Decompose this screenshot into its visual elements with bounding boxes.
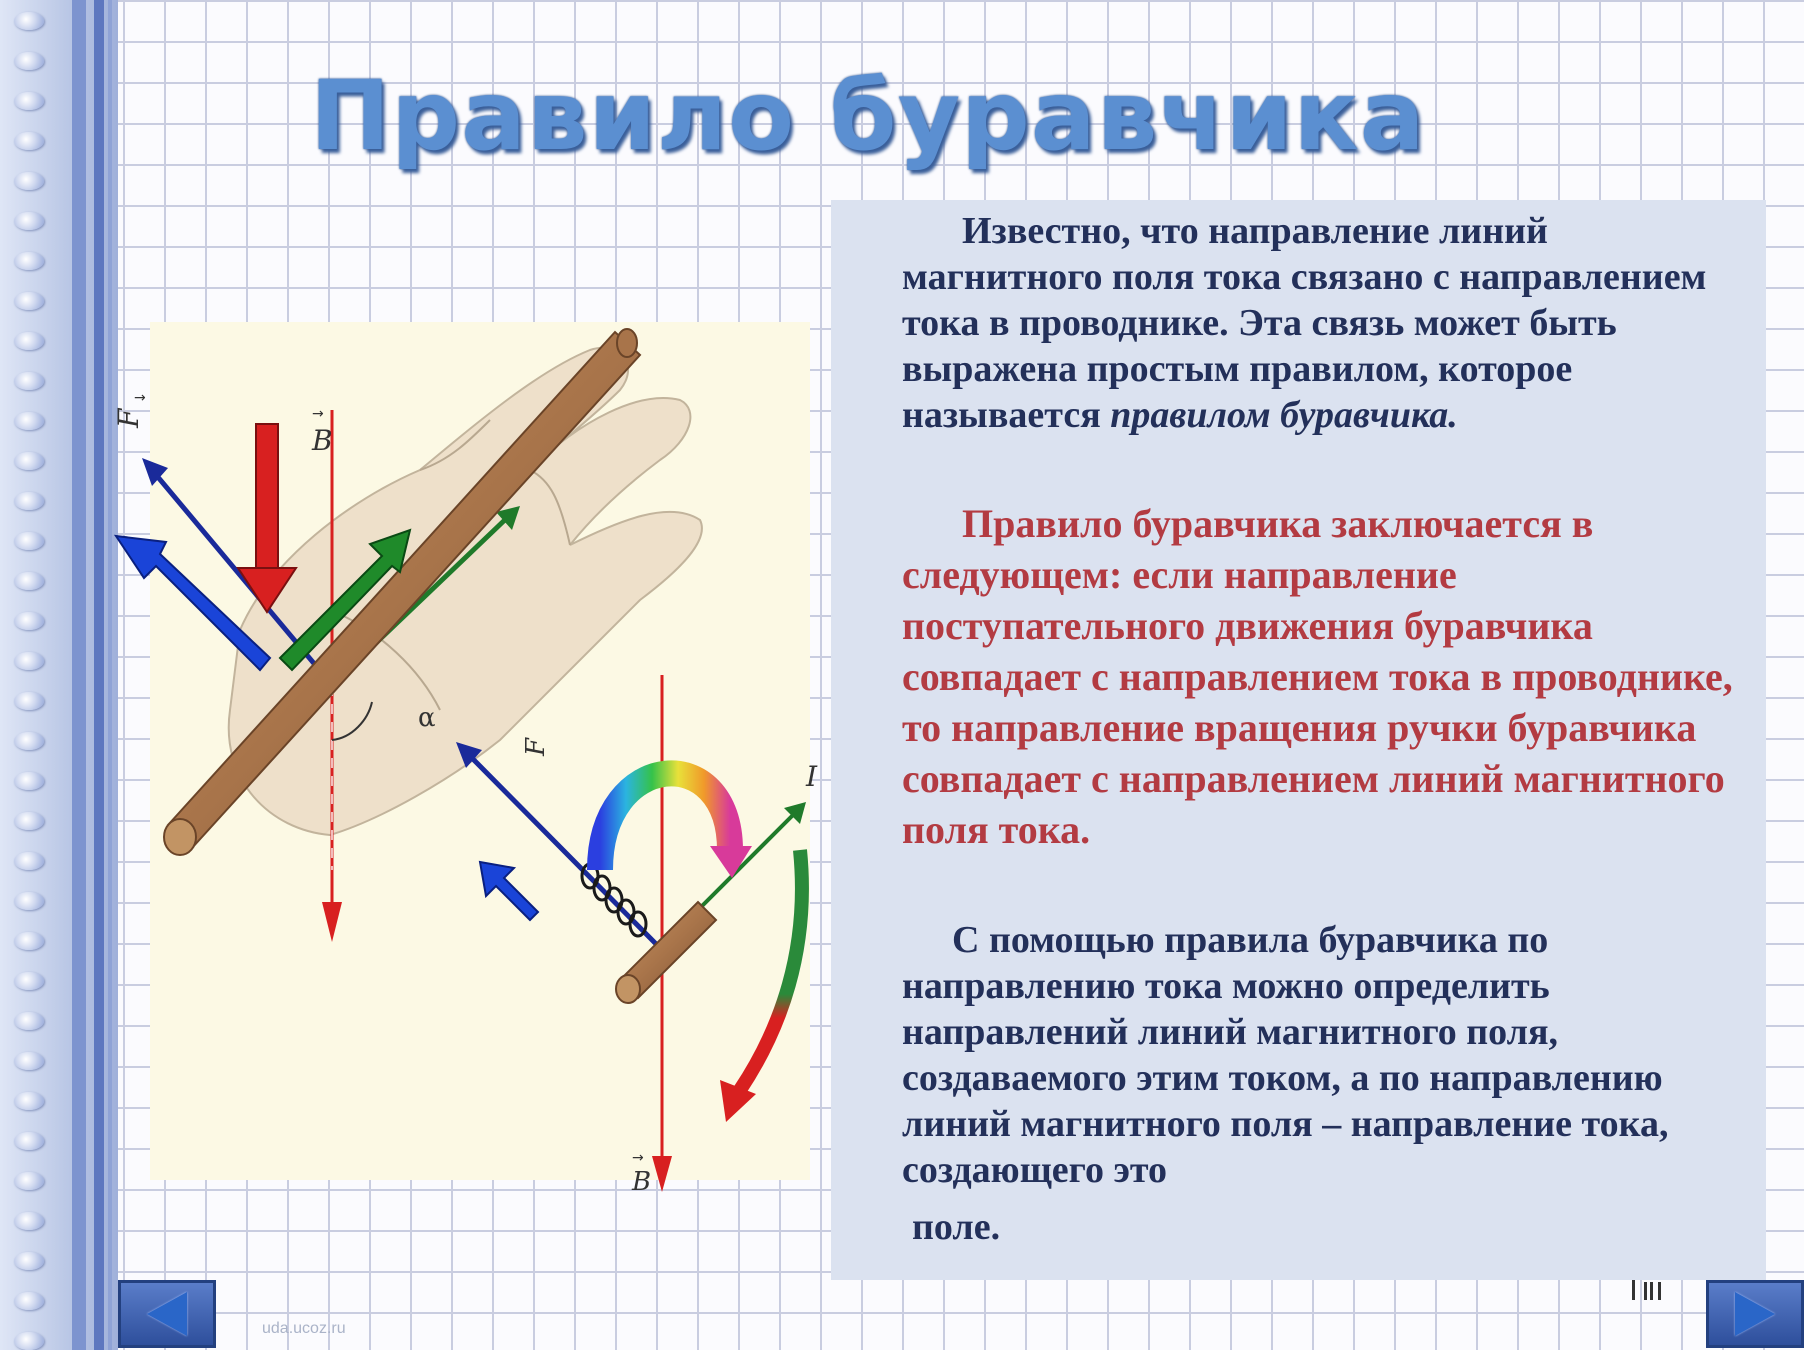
binding-ring — [14, 292, 44, 310]
binding-ring — [14, 492, 44, 510]
binding-ring — [14, 92, 44, 110]
binding-ring — [14, 1332, 44, 1350]
binding-stripe — [108, 0, 112, 1350]
field-label-bottom: B — [632, 1167, 652, 1197]
gimlet-rule-illustration — [112, 310, 820, 1210]
binding-ring — [14, 612, 44, 630]
intro-paragraph — [902, 208, 1722, 438]
binding-ring — [14, 332, 44, 350]
force-label-bottom: F — [521, 737, 551, 756]
force-arrow-bottom — [456, 742, 660, 948]
binding-ring — [14, 1012, 44, 1030]
big-force-arrow — [116, 536, 270, 670]
binding-ring — [14, 732, 44, 750]
rule-paragraph: Правило буравчика заключается в следующем: если направление поступательного движения буравчика совпадает с направлением тока в проводнике, то направление вращения ручки буравчика совпадает с направлением линий магнитного поля тока. — [902, 501, 1733, 852]
binding-stripe — [72, 0, 86, 1350]
binding-ring — [14, 1132, 44, 1150]
binding-ring — [14, 772, 44, 790]
field-rotation-arrow — [720, 850, 802, 1122]
arrow-left-icon — [147, 1292, 187, 1336]
usage-paragraph: С помощью правила буравчика по направлению тока можно определить направлений линий магнитного поля, создаваемого этим током, а по направлению линий магнитного поля – направление тока, создающего это — [902, 919, 1669, 1191]
binding-ring — [14, 972, 44, 990]
binding-ring — [14, 572, 44, 590]
binding-ring — [14, 532, 44, 550]
binding-stripe — [94, 0, 104, 1350]
field-label-top: B — [312, 424, 333, 457]
next-slide-button[interactable] — [1706, 1280, 1804, 1348]
binding-ring — [14, 812, 44, 830]
binding-ring — [14, 252, 44, 270]
binding-ring — [14, 692, 44, 710]
binding-ring — [14, 412, 44, 430]
binding-ring — [14, 1172, 44, 1190]
binding-rings — [14, 0, 58, 1350]
previous-slide-button[interactable] — [118, 1280, 216, 1348]
intro-emphasis: правилом буравчика. — [1110, 394, 1458, 436]
force-label-top: F — [112, 408, 145, 428]
binding-ring — [14, 372, 44, 390]
binding-ring — [14, 892, 44, 910]
binding-ring — [14, 652, 44, 670]
binding-ring — [14, 12, 44, 30]
arrow-right-icon — [1735, 1292, 1775, 1336]
binding-ring — [14, 452, 44, 470]
binding-ring — [14, 1052, 44, 1070]
watermark: uda.ucoz.ru — [262, 1320, 346, 1337]
binding-ring — [14, 1092, 44, 1110]
binding-ring — [14, 1252, 44, 1270]
clip-icon — [1628, 1276, 1688, 1306]
binding-ring — [14, 132, 44, 150]
binding-ring — [14, 852, 44, 870]
angle-label: α — [418, 703, 436, 733]
binding-ring — [14, 212, 44, 230]
small-force-arrow — [480, 862, 538, 920]
rotation-arrow — [600, 773, 752, 878]
vector-mark: → — [312, 406, 324, 422]
binding-ring — [14, 932, 44, 950]
vector-mark: → — [134, 390, 146, 406]
binding-ring — [14, 1212, 44, 1230]
binding-ring — [14, 172, 44, 190]
vector-mark: → — [632, 1150, 644, 1166]
usage-paragraph-end: поле. — [912, 1206, 1001, 1248]
intro-text: Известно, что направление линий магнитного поля тока связано с направлением тока в проводнике. Эта связь может быть выражена простым правилом, которое называется — [902, 210, 1707, 436]
slide-title: Правило буравчика — [310, 60, 1426, 172]
binding-ring — [14, 1292, 44, 1310]
binding-ring — [14, 52, 44, 70]
current-label: I — [806, 760, 818, 793]
